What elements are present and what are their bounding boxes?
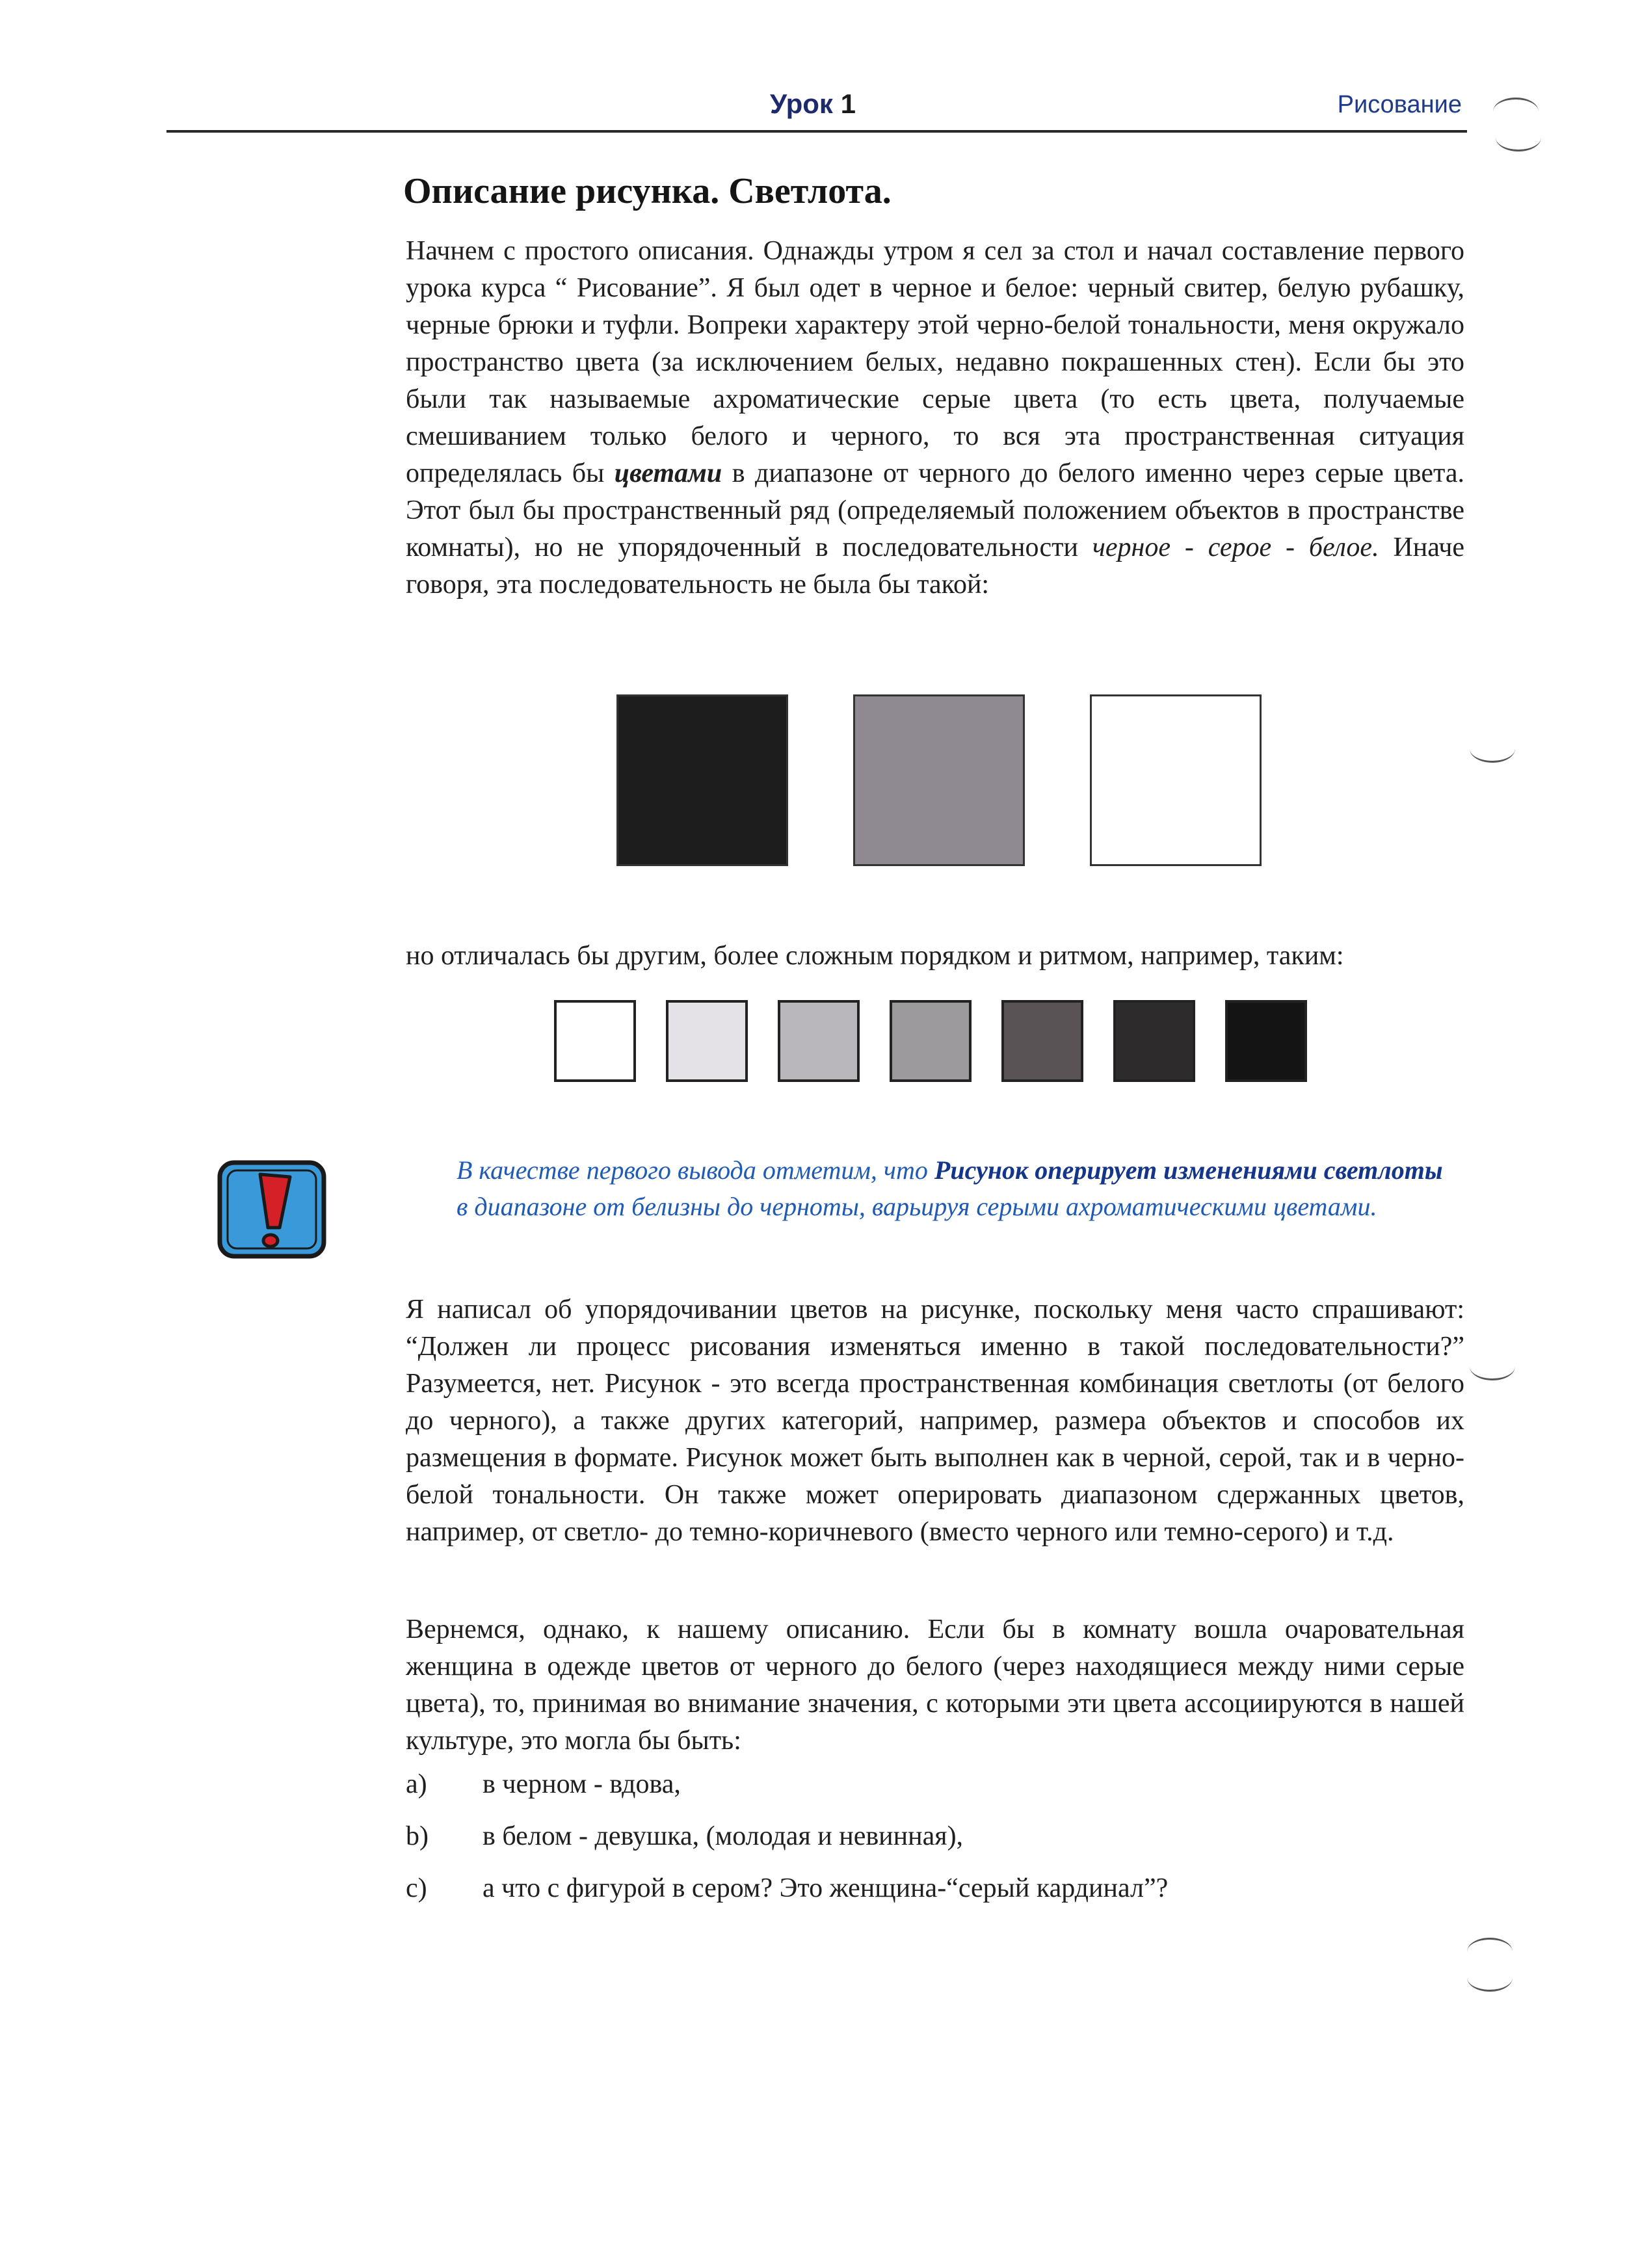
list-item-text: а что с фигурой в сером? Это женщина-“серый кардинал”?	[483, 1873, 1169, 1903]
callout-text-2: в диапазоне от белизны до черноты, варьируя серыми ахроматическими цветами.	[456, 1192, 1377, 1221]
lesson-header	[715, 88, 910, 120]
page-edge-mark	[1467, 1964, 1513, 1992]
intro-text-1: Начнем с простого описания. Однажды утром я сел за стол и начал составление первого урока курса “ Рисование”. Я был одет в черное и белое: черный свитер, белую рубашку, черные брюки и туфли. Вопреки характеру этой черно-белой тональности, меня окружало пространство цвета (за исключением белых, недавно покрашенных стен). Если бы это были так называемые ахроматические серые цвета (то есть цвета, получаемые смешиванием только белого и черного, то вся эта пространственная ситуация определялась бы	[406, 236, 1464, 488]
page-edge-mark	[1493, 98, 1539, 125]
page-edge-mark	[1496, 124, 1541, 152]
tone-swatch	[853, 694, 1025, 866]
intro-text-3: Иначе говоря, эта последовательность не была бы такой:	[406, 533, 1464, 600]
exclamation-icon	[217, 1160, 326, 1259]
tone-swatch	[554, 1000, 636, 1082]
conclusion-callout	[456, 1152, 1445, 1225]
list-marker: c)	[406, 1873, 427, 1903]
ordering-paragraph: Я написал об упорядочивании цветов на рисунке, поскольку меня часто спрашивают: “Должен ли процесс рисования изменяться именно в такой последовательности?” Разумеется, нет. Рисунок - это всегда пространственная комбинация светлоты (от белого до черного), а также других категорий, например, размера объектов и способов их размещения в формате. Рисунок может быть выполнен как в черной, серой, так и в черно-белой тональности. Он также может оперировать диапазоном сдержанных цветов, например, от светло- до темно-коричневого (вместо черного или темно-серого) и т.д.	[406, 1295, 1464, 1547]
tone-swatch	[778, 1000, 860, 1082]
intro-emphasis-colors: цветами	[614, 458, 722, 488]
tone-swatch	[666, 1000, 748, 1082]
list-marker: b)	[406, 1821, 429, 1851]
list-item-text: в черном - вдова,	[483, 1769, 681, 1799]
intro-paragraph	[406, 233, 1464, 603]
lesson-label: Урок	[770, 88, 833, 119]
tone-swatch	[1001, 1000, 1083, 1082]
intro-emphasis-sequence: черное - серое - белое.	[1092, 533, 1379, 562]
intro-text-2: в диапазоне от черного до белого именно через серые цвета. Этот был бы пространственный ряд (определяемый положением объектов в пространстве комнаты), но не упорядоченный в последовательности	[406, 458, 1465, 562]
tone-swatch	[1225, 1000, 1307, 1082]
callout-text-1: В качестве первого вывода отметим, что	[456, 1155, 934, 1185]
page-edge-mark	[1470, 1352, 1515, 1380]
description-paragraph: Вернемся, однако, к нашему описанию. Если бы в комнату вошла очаровательная женщина в одежде цветов от черного до белого (через находящиеся между ними серые цвета), то, принимая во внимание значения, с которыми эти цвета ассоциируются в нашей культуре, это могла бы быть:	[406, 1615, 1464, 1756]
header-divider	[166, 130, 1467, 133]
page-edge-mark	[1470, 735, 1515, 763]
tone-swatch	[890, 1000, 972, 1082]
lesson-number: 1	[840, 88, 856, 119]
callout-bold: Рисунок оперирует изменениями светлоты	[934, 1155, 1443, 1185]
tone-swatch	[616, 694, 788, 866]
page-title: Описание рисунка. Светлота.	[403, 171, 892, 211]
list-item-text: в белом - девушка, (молодая и невинная),	[483, 1821, 964, 1851]
tone-swatch	[1113, 1000, 1195, 1082]
transition-paragraph: но отличалась бы другим, более сложным порядком и ритмом, например, таким:	[406, 941, 1344, 971]
tone-swatch	[1090, 694, 1262, 866]
section-title: Рисование	[1337, 91, 1462, 118]
page-edge-mark	[1467, 1938, 1513, 1966]
list-marker: a)	[406, 1769, 427, 1799]
